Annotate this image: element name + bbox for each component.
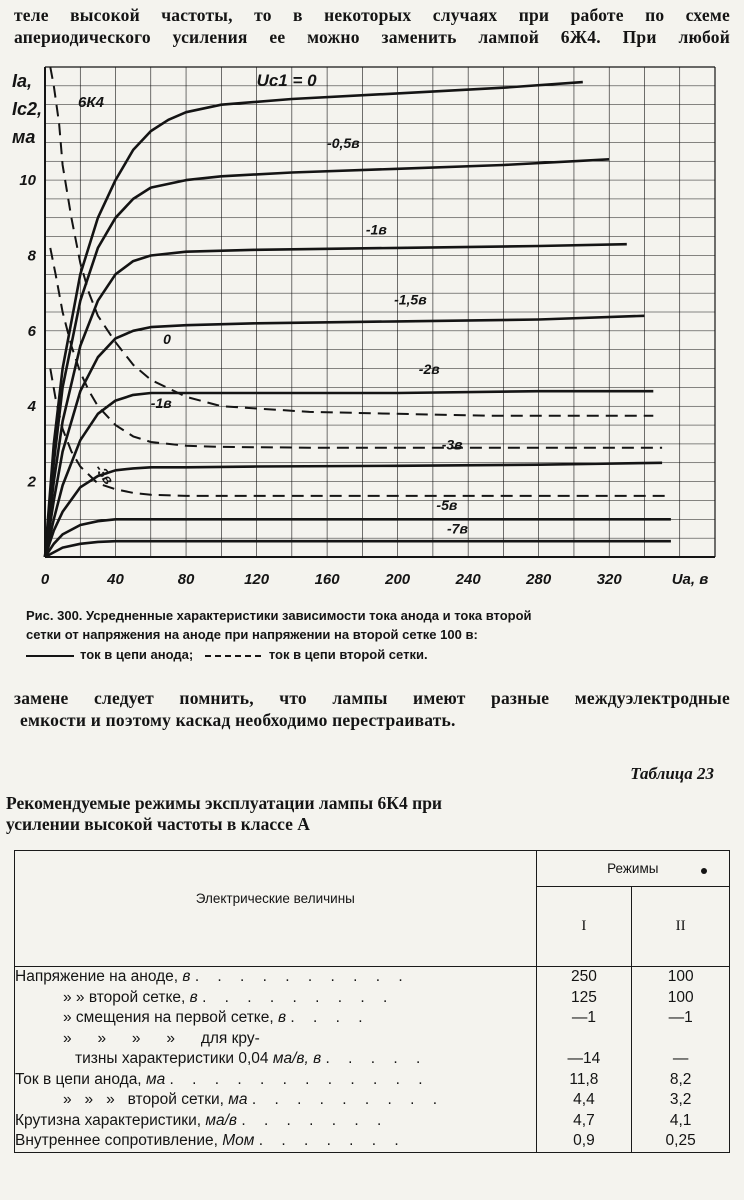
anode-curve [45,244,627,557]
table-row [15,1111,536,1132]
anode-curve-label: Uс1 = 0 [256,70,317,90]
x-tick-label: 0 [40,571,50,588]
top-line-1: теле высокой частоты, то в некоторых случаях при работе по схеме [14,5,730,25]
mode-1-value: —1 [571,1009,596,1026]
middle-paragraph [14,687,730,731]
middle-line-1: замене следует помнить, что лампы имеют разные междуэлектродные [14,688,730,708]
figure-caption [26,606,716,664]
screen-curve-label: -3в [91,460,118,488]
chart-grid [45,67,715,557]
row-label: тизны характеристики 0,04 [75,1050,273,1067]
screen-curve-label: 0 [163,331,171,348]
table-row [15,1029,536,1050]
row-dots: . . . . . . . [258,1132,406,1149]
table-row [15,988,536,1009]
table-row [15,1070,536,1091]
y-axis-label-line: Iс2, [12,99,43,119]
anode-curve-label: -2в [418,361,440,378]
table-row [15,967,536,988]
mode-2-value: 100 [667,988,694,1006]
row-label: Напряжение на аноде, [15,968,183,985]
row-dots: . . . . . . . . . [251,1091,445,1108]
mode-2-value: 4,1 [669,1111,692,1129]
y-tick-label: 2 [27,473,36,491]
mode-1-values [536,967,632,1153]
mode-2-value: 3,2 [669,1091,692,1108]
legend-dashed-label: ток в цепи второй сетки. [268,647,428,662]
mode-1-value: 250 [570,968,597,985]
x-tick-label: 200 [385,571,411,588]
anode-curve-label: -7в [447,520,468,537]
x-tick-label: 160 [314,571,340,588]
mode-1-value: 11,8 [569,1070,599,1088]
screen-curve [50,67,653,416]
mode-2-value: — [672,1050,689,1067]
anode-curve-label: -3в [441,436,463,453]
table-row [15,1090,536,1111]
mode-1-value: 4,4 [573,1091,595,1108]
legend-dashed-swatch [205,655,261,657]
table-row [15,1008,536,1029]
characteristics-chart [0,55,744,600]
row-label: » » » второй сетки, [63,1091,229,1108]
mode-2-value: 8,2 [669,1070,692,1088]
mode-1-value: 125 [570,988,597,1006]
caption-line-1: Рис. 300. Усредненные характеристики зависимости тока анода и тока второй [26,608,532,623]
row-unit: ма/в [205,1111,238,1129]
x-tick-label: 320 [596,571,622,588]
anode-curve-label: -0,5в [327,135,360,152]
mode-1-value: —14 [567,1050,601,1067]
mode-2-values [632,967,730,1153]
header-modes-label: Режимы [607,861,659,876]
mode-2-value: 0,25 [665,1132,696,1149]
header-modes [536,851,729,887]
anode-curve-label: -5в [436,496,458,513]
row-label: Ток в цепи анода, [15,1070,146,1088]
top-paragraph [14,4,730,48]
screen-curve-label: -1в [150,395,172,412]
x-tick-label: 280 [526,571,552,588]
header-mode-2: II [632,887,730,967]
y-tick-label: 6 [27,322,36,340]
row-dots: . . . . . . . . . . [194,968,410,985]
tube-label: 6К4 [78,94,104,111]
ink-dot [701,868,707,874]
row-dots: . . . . . . . . . [202,988,395,1006]
x-tick-label: 80 [177,571,195,588]
screen-current-curves [50,67,671,496]
y-axis-ticks [19,172,36,491]
row-unit: в [182,968,191,985]
table-label: Таблица 23 [630,764,714,783]
row-label: Крутизна характеристики, [15,1111,206,1129]
row-unit: ма [145,1070,166,1088]
caption-line-2: сетки от напряжения на аноде при напряжении на второй сетке 100 в: [26,627,478,642]
mode-1-value: 4,7 [573,1111,595,1129]
table-title-line-2: усилении высокой частоты в классе А [6,814,310,834]
mode-1-value: 0,9 [573,1132,595,1149]
row-label: » смещения на первой сетке, [63,1009,278,1026]
x-tick-label: 40 [107,571,124,588]
x-tick-label: 120 [244,571,270,588]
x-axis-label: Uа, в [671,571,709,588]
row-dots: . . . . [290,1009,370,1026]
header-mode-1: I [536,887,632,967]
row-unit: ма/в, в [272,1050,322,1067]
mode-2-value: —1 [668,1009,693,1026]
legend-solid-swatch [26,655,74,657]
row-dots: . . . . . . . . . . . . [169,1070,430,1088]
mode-2-value [632,1029,729,1050]
table-row [15,1049,536,1070]
quantity-cell [15,967,537,1153]
x-axis-ticks [41,571,708,588]
y-tick-label: 4 [27,398,36,416]
middle-line-2: емкости и поэтому каскад необходимо перестраивать. [20,710,456,730]
row-label: Внутреннее сопротивление, [15,1132,223,1149]
table-title [6,793,606,835]
table-row [15,1131,536,1152]
caption-legend [26,645,716,664]
row-dots: . . . . . . . [241,1111,389,1129]
anode-current-curves [45,82,671,557]
modes-table [14,850,730,1153]
y-tick-label: 8 [27,247,36,265]
x-tick-label: 240 [455,571,481,588]
row-unit: Мом [222,1132,255,1149]
y-axis-label-line: ма [12,127,36,147]
y-axis-label-line: Iа, [12,71,33,91]
anode-curve [45,391,653,557]
mode-2-value: 100 [667,968,694,985]
row-unit: в [189,988,198,1006]
mode-1-value [537,1029,632,1050]
anode-curve [45,460,662,557]
anode-curve-label: -1в [365,221,387,238]
table-title-line-1: Рекомендуемые режимы эксплуатации лампы 6К4 при [6,793,443,813]
y-axis-label [12,71,105,147]
anode-curve-label: -1,5в [394,291,427,308]
header-quantity: Электрические величины [15,851,537,967]
row-label: » » » » для кру- [63,1029,260,1047]
top-line-2: апериодического усиления ее можно заменить лампой 6Ж4. При любой [14,27,730,47]
row-unit: ма [228,1091,248,1108]
row-unit: в [277,1009,287,1026]
legend-solid-label: ток в цепи анода; [80,647,194,662]
row-dots: . . . . . [325,1050,428,1067]
anode-curve [45,541,671,557]
screen-curve [50,248,662,448]
row-label: » » второй сетке, [63,988,190,1006]
y-tick-label: 10 [19,172,36,190]
